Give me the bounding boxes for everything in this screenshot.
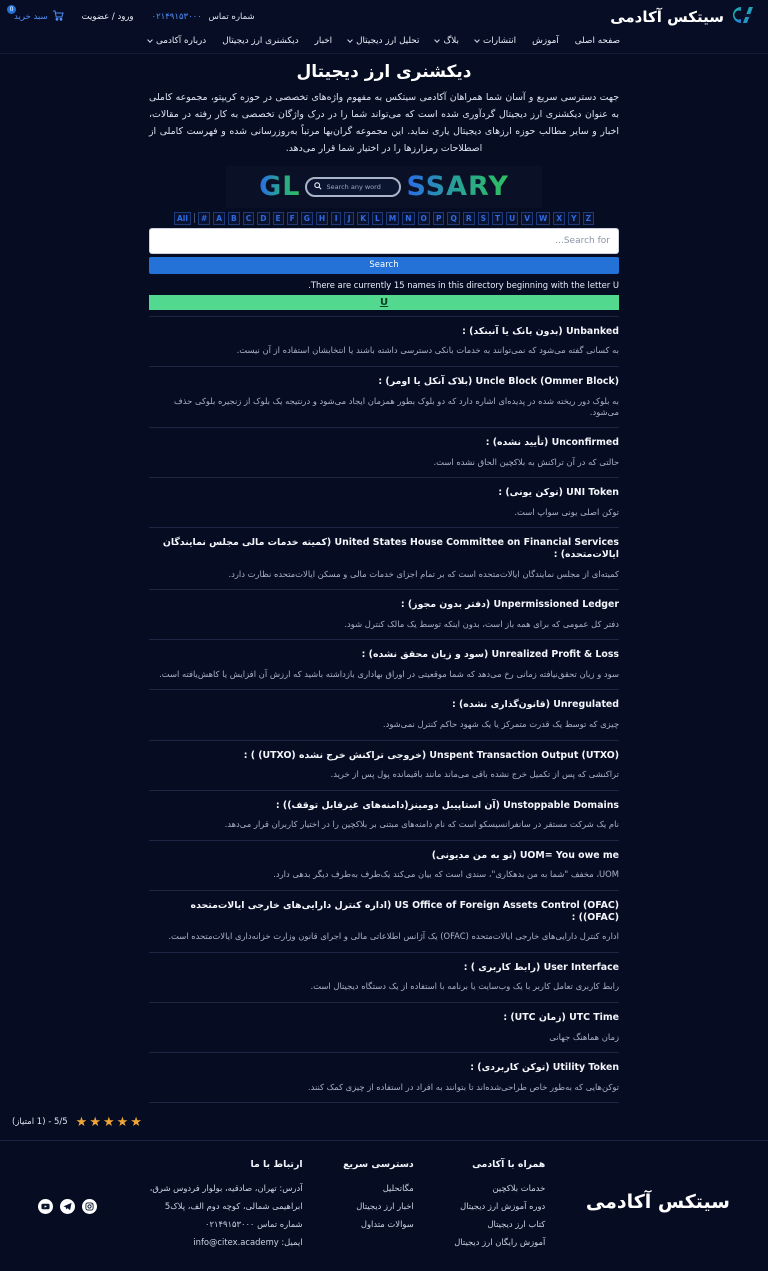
glossary-banner-placeholder: Search any word xyxy=(326,182,381,191)
glossary-entry xyxy=(149,640,619,690)
entry-term: Unbanked (بدون بانک یا آنبنکد) : xyxy=(462,325,619,337)
rating-stars-icon[interactable]: ★★★★★ xyxy=(75,1114,144,1130)
header-phone xyxy=(152,12,255,22)
alphabet-filter-letter[interactable]: L xyxy=(372,212,383,225)
entry-term: UOM= You owe me (تو به من مدیونی) xyxy=(431,849,619,861)
footer-link-crypto-course[interactable]: دوره آموزش ارز دیجیتال xyxy=(460,1201,546,1211)
nav-item-crypto-analysis[interactable]: تحلیل ارز دیجیتال xyxy=(348,36,419,46)
footer-column-quick-access xyxy=(343,1159,414,1233)
nav-item-training[interactable]: آموزش xyxy=(532,36,559,46)
alphabet-divider xyxy=(194,213,195,223)
footer-link-crypto-book[interactable]: کتاب ارز دیجیتال xyxy=(487,1219,546,1230)
nav-item-news[interactable]: اخبار xyxy=(314,36,333,46)
page-title: دیکشنری ارز دیجیتال xyxy=(296,62,472,82)
glossary-entry xyxy=(149,953,619,1003)
directory-count-text: There are currently 15 names in this directory beginning with the letter U. xyxy=(308,279,619,290)
entry-definition: نام یک شرکت مستقر در سانفرانسیسکو است که نام دامنه‌های مبتنی بر بلاکچین را در اختیار کاربران قرار می‌دهد. xyxy=(224,819,619,830)
brand-logo[interactable] xyxy=(610,5,754,29)
glossary-entry xyxy=(149,1053,619,1103)
glossary-entry xyxy=(149,590,619,640)
entry-definition: به کسانی گفته می‌شود که نمی‌توانند به خدمات بانکی دسترسی داشته باشند یا انتخابشان استفاده از آن نیست. xyxy=(236,345,619,356)
glossary-entry xyxy=(149,428,619,478)
search-input[interactable] xyxy=(149,228,619,254)
rating-score: 5/5 - (1 امتیاز) xyxy=(12,1117,68,1128)
main-nav xyxy=(0,31,768,53)
nav-item-publications[interactable]: انتشارات xyxy=(475,36,516,46)
entry-definition: حالتی که در آن تراکنش به بلاکچین الحاق نشده است. xyxy=(433,456,619,467)
entry-definition: کمیته‌ای از مجلس نمایندگان ایالات‌متحده است که بر تمام اجزای خدمات مالی و مسکن ایالات‌متحده نظارت دارد. xyxy=(228,568,619,579)
footer-email[interactable]: ایمیل: info@citex.academy xyxy=(193,1237,303,1248)
page-rating[interactable] xyxy=(0,1115,768,1130)
alphabet-filter-letter[interactable]: W xyxy=(536,212,550,225)
footer-link-crypto-news[interactable]: اخبار ارز دیجیتال xyxy=(356,1201,414,1211)
alphabet-filter-letter[interactable]: J xyxy=(344,212,354,225)
entry-definition: به بلوک دور ریخته شده در پدیده‌ای اشاره دارد که دو بلوک بطور همزمان ایجاد می‌شود و درنتیجه یک بلوک از زنجیره بلوکی حذف می‌شود. xyxy=(174,395,619,417)
alphabet-filter-letter[interactable]: R xyxy=(463,212,475,225)
footer-column-contact xyxy=(138,1159,303,1251)
alphabet-filter-letter[interactable]: A xyxy=(213,212,225,225)
phone-label: شماره تماس xyxy=(208,12,255,22)
cart-label: سبد خرید xyxy=(14,12,48,22)
glossary-entry xyxy=(149,841,619,891)
entry-term: UTC Time (زمان UTC) : xyxy=(503,1011,619,1023)
glossary-entry xyxy=(149,1003,619,1053)
glossary-entries-list xyxy=(149,316,619,1103)
entry-definition: زمان هماهنگ جهانی xyxy=(549,1031,619,1042)
footer-brand: سیتکس آکادمی xyxy=(585,1190,730,1213)
footer-link-blockchain-services[interactable]: خدمات بلاکچین xyxy=(492,1182,546,1193)
glossary-banner-text-left: GL xyxy=(259,171,301,203)
entry-term: Unstoppable Domains (آن استاپیبل دومینز(دامنه‌های غیرقابل توقف)) : xyxy=(275,799,619,811)
alphabet-filter-letter[interactable]: V xyxy=(521,212,533,225)
glossary-entry xyxy=(149,528,619,590)
entry-term: Uncle Block (Ommer Block) (بلاک آنکل یا اومر) : xyxy=(378,375,619,387)
footer-social-links xyxy=(38,1199,97,1214)
alphabet-filter-letter[interactable]: H xyxy=(316,212,328,225)
alphabet-filter-letter[interactable]: C xyxy=(243,212,255,225)
glossary-entry xyxy=(149,478,619,528)
active-letter: U xyxy=(379,296,389,308)
glossary-entry xyxy=(149,367,619,428)
cart-icon xyxy=(52,10,64,24)
entry-definition: اداره کنترل دارایی‌های خارجی ایالات‌متحده (OFAC) یک آژانس اطلاعاتی مالی و اجرای قانون وزارت خزانه‌داری ایالات‌متحده است. xyxy=(168,931,619,942)
glossary-entry xyxy=(149,891,619,953)
alphabet-filter-letter[interactable]: X xyxy=(553,212,565,225)
alphabet-filter-letter[interactable]: T xyxy=(492,212,503,225)
footer-link-free-training[interactable]: آموزش رایگان ارز دیجیتال xyxy=(454,1237,546,1248)
footer-phone: شماره تماس ۰۲۱۴۹۱۵۳۰۰۰ xyxy=(204,1219,303,1230)
alphabet-filter-letter[interactable]: O xyxy=(418,212,430,225)
youtube-icon[interactable] xyxy=(38,1199,53,1214)
chevron-down-icon xyxy=(347,37,353,43)
entry-definition: سود و زیان تحقق‌نیافته زمانی رخ می‌دهد که شما موقعیتی در اوراق بهاداری بازداشته باشید که ارزش آن افزایش یا کاهش‌یافته است. xyxy=(159,669,619,680)
login-link[interactable]: ورود / عضویت xyxy=(81,12,134,22)
phone-number: ۰۲۱۴۹۱۵۳۰۰۰ xyxy=(151,12,202,22)
alphabet-filter-letter[interactable]: Z xyxy=(583,212,594,225)
alphabet-filter-letter[interactable]: D xyxy=(257,212,269,225)
nav-item-crypto-dictionary[interactable]: دیکشنری ارز دیجیتال xyxy=(222,36,299,46)
telegram-icon[interactable] xyxy=(60,1199,75,1214)
topbar xyxy=(0,0,768,31)
main-content xyxy=(149,62,619,1103)
alphabet-filter-letter[interactable]: Y xyxy=(568,212,579,225)
footer-heading: دسترسی سریع xyxy=(343,1158,414,1170)
glossary-banner-search-pill[interactable] xyxy=(305,177,401,197)
cart-badge: 0 xyxy=(7,5,16,14)
entry-term: US Office of Foreign Assets Control (OFAC) (اداره کنترل دارایی‌های خارجی ایالات‌متحده (OFAC)) : xyxy=(190,899,619,923)
alphabet-filter-letter[interactable]: P xyxy=(433,212,445,225)
entry-term: Unrealized Profit & Loss (سود و زیان محقق نشده) : xyxy=(361,649,619,661)
footer-heading: همراه با آکادمی xyxy=(472,1158,546,1170)
search-icon xyxy=(314,182,322,192)
alphabet-filter-hash[interactable]: # xyxy=(198,212,210,225)
entry-definition: تراکنشی که پس از تکمیل خرج نشده باقی می‌ماند مانند باقیمانده پول پس از خرید. xyxy=(330,769,619,780)
header-utilities xyxy=(9,6,255,24)
glossary-banner-text-right: SSARY xyxy=(406,171,509,203)
glossary-entry xyxy=(149,791,619,841)
entry-term: Unregulated (قانون‌گذاری نشده) : xyxy=(452,699,619,711)
entry-definition: چیزی که توسط یک قدرت متمرکز یا یک شهود حاکم کنترل نمی‌شود. xyxy=(382,719,619,730)
active-letter-bar xyxy=(149,295,619,310)
footer-link-mega-analysis[interactable]: مگاتحلیل xyxy=(382,1182,414,1193)
entry-term: User Interface (رابط کاربری ) : xyxy=(463,961,619,973)
brand-logo-icon xyxy=(730,5,754,29)
entry-term: United States House Committee on Financial Services (کمیته خدمات مالی مجلس نمایندگان ایالات‌متحده) : xyxy=(162,537,619,561)
entry-definition: رابط کاربری تعامل کاربر با یک وب‌سایت یا برنامه با استفاده از یک دستگاه دیجیتال است. xyxy=(310,981,619,992)
alphabet-filter-letter[interactable]: E xyxy=(273,212,284,225)
footer-heading: ارتباط با ما xyxy=(250,1158,303,1170)
glossary-entry xyxy=(149,317,619,367)
intro-paragraph: جهت دسترسی سریع و آسان شما همراهان آکادمی سیتکس به مفهوم واژه‌های تخصصی در حوزه کریپتو، مجموعه کاملی به عنوان دیکشنری ارز دیجیتال گردآوری شده است که می‌تواند شما را در درک واژگان تخصصی به کار رفته در مقالات، اخبار و سایر مطالب حوزه ارزهای دیجیتال یاری نماید. این مجموعه گران‌بها مرتباً به‌روزرسانی شده و فهرست کاملی از اصطلاحات رمزارزها را در اختیار شما قرار می‌دهد. xyxy=(149,92,619,154)
entry-definition: دفتر کل عمومی که برای همه باز است، بدون اینکه توسط یک مالک کنترل شود. xyxy=(344,619,619,629)
entry-definition: UOM، مخفف "شما به من بدهکاری"، سندی است که بیان می‌کند یک‌طرف به‌طرف دیگر بدهی دارد. xyxy=(273,869,619,880)
glossary-entry xyxy=(149,690,619,740)
alphabet-filter-letter[interactable]: I xyxy=(331,212,341,225)
alphabet-filter-letter[interactable]: M xyxy=(386,212,399,225)
site-footer xyxy=(0,1140,768,1271)
alphabet-filter-letter[interactable]: U xyxy=(506,212,518,225)
nav-item-home[interactable]: صفحه اصلی xyxy=(574,36,621,46)
footer-link-faq[interactable]: سوالات متداول xyxy=(360,1219,414,1230)
alphabet-filter-all[interactable]: All xyxy=(174,212,191,225)
instagram-icon[interactable] xyxy=(82,1199,97,1214)
footer-address: آدرس: تهران، صادقیه، بولوار فردوس شرق، ابراهیمی شمالی، کوچه دوم الف، پلاک5 xyxy=(149,1182,303,1211)
entry-definition: توکن‌هایی که به‌طور خاص طراحی‌شده‌اند تا بتوانند به افراد در استفاده از چیزی کمک کنند. xyxy=(307,1081,619,1092)
nav-item-blog[interactable]: بلاگ xyxy=(435,36,459,46)
alphabet-filter-letter[interactable]: Q xyxy=(447,212,459,225)
brand-name: سیتکس آکادمی xyxy=(610,8,724,26)
glossary-banner xyxy=(226,166,542,208)
chevron-down-icon xyxy=(435,37,441,43)
alphabet-filter-letter[interactable]: N xyxy=(402,212,414,225)
entry-term: Unpermissioned Ledger (دفتر بدون مجوز) : xyxy=(400,599,619,611)
entry-definition: توکن اصلی یونی سواپ است. xyxy=(514,507,619,518)
footer-column-academy xyxy=(454,1159,545,1251)
cart-button[interactable] xyxy=(9,6,64,24)
chevron-down-icon xyxy=(474,37,480,43)
entry-term: Utility Token (توکن کاربردی) : xyxy=(470,1061,619,1073)
alphabet-filter-row xyxy=(149,212,619,225)
alphabet-filter-letter[interactable]: F xyxy=(287,212,298,225)
alphabet-filter-letter[interactable]: G xyxy=(301,212,313,225)
nav-item-about-academy[interactable]: درباره آکادمی xyxy=(148,36,206,46)
entry-term: Unspent Transaction Output (UTXO) (خروجی تراکنش خرج نشده (UTXO) ) : xyxy=(243,749,619,761)
entry-term: UNI Token (توکن یونی) : xyxy=(498,487,619,499)
alphabet-filter-letter[interactable]: K xyxy=(357,212,369,225)
search-button[interactable]: Search xyxy=(149,257,619,274)
alphabet-filter-letter[interactable]: B xyxy=(228,212,240,225)
chevron-down-icon xyxy=(147,37,153,43)
glossary-entry xyxy=(149,741,619,791)
site-header xyxy=(0,0,768,54)
entry-term: Unconfirmed (تأیید نشده) : xyxy=(485,437,619,449)
alphabet-filter-letter[interactable]: S xyxy=(478,212,489,225)
